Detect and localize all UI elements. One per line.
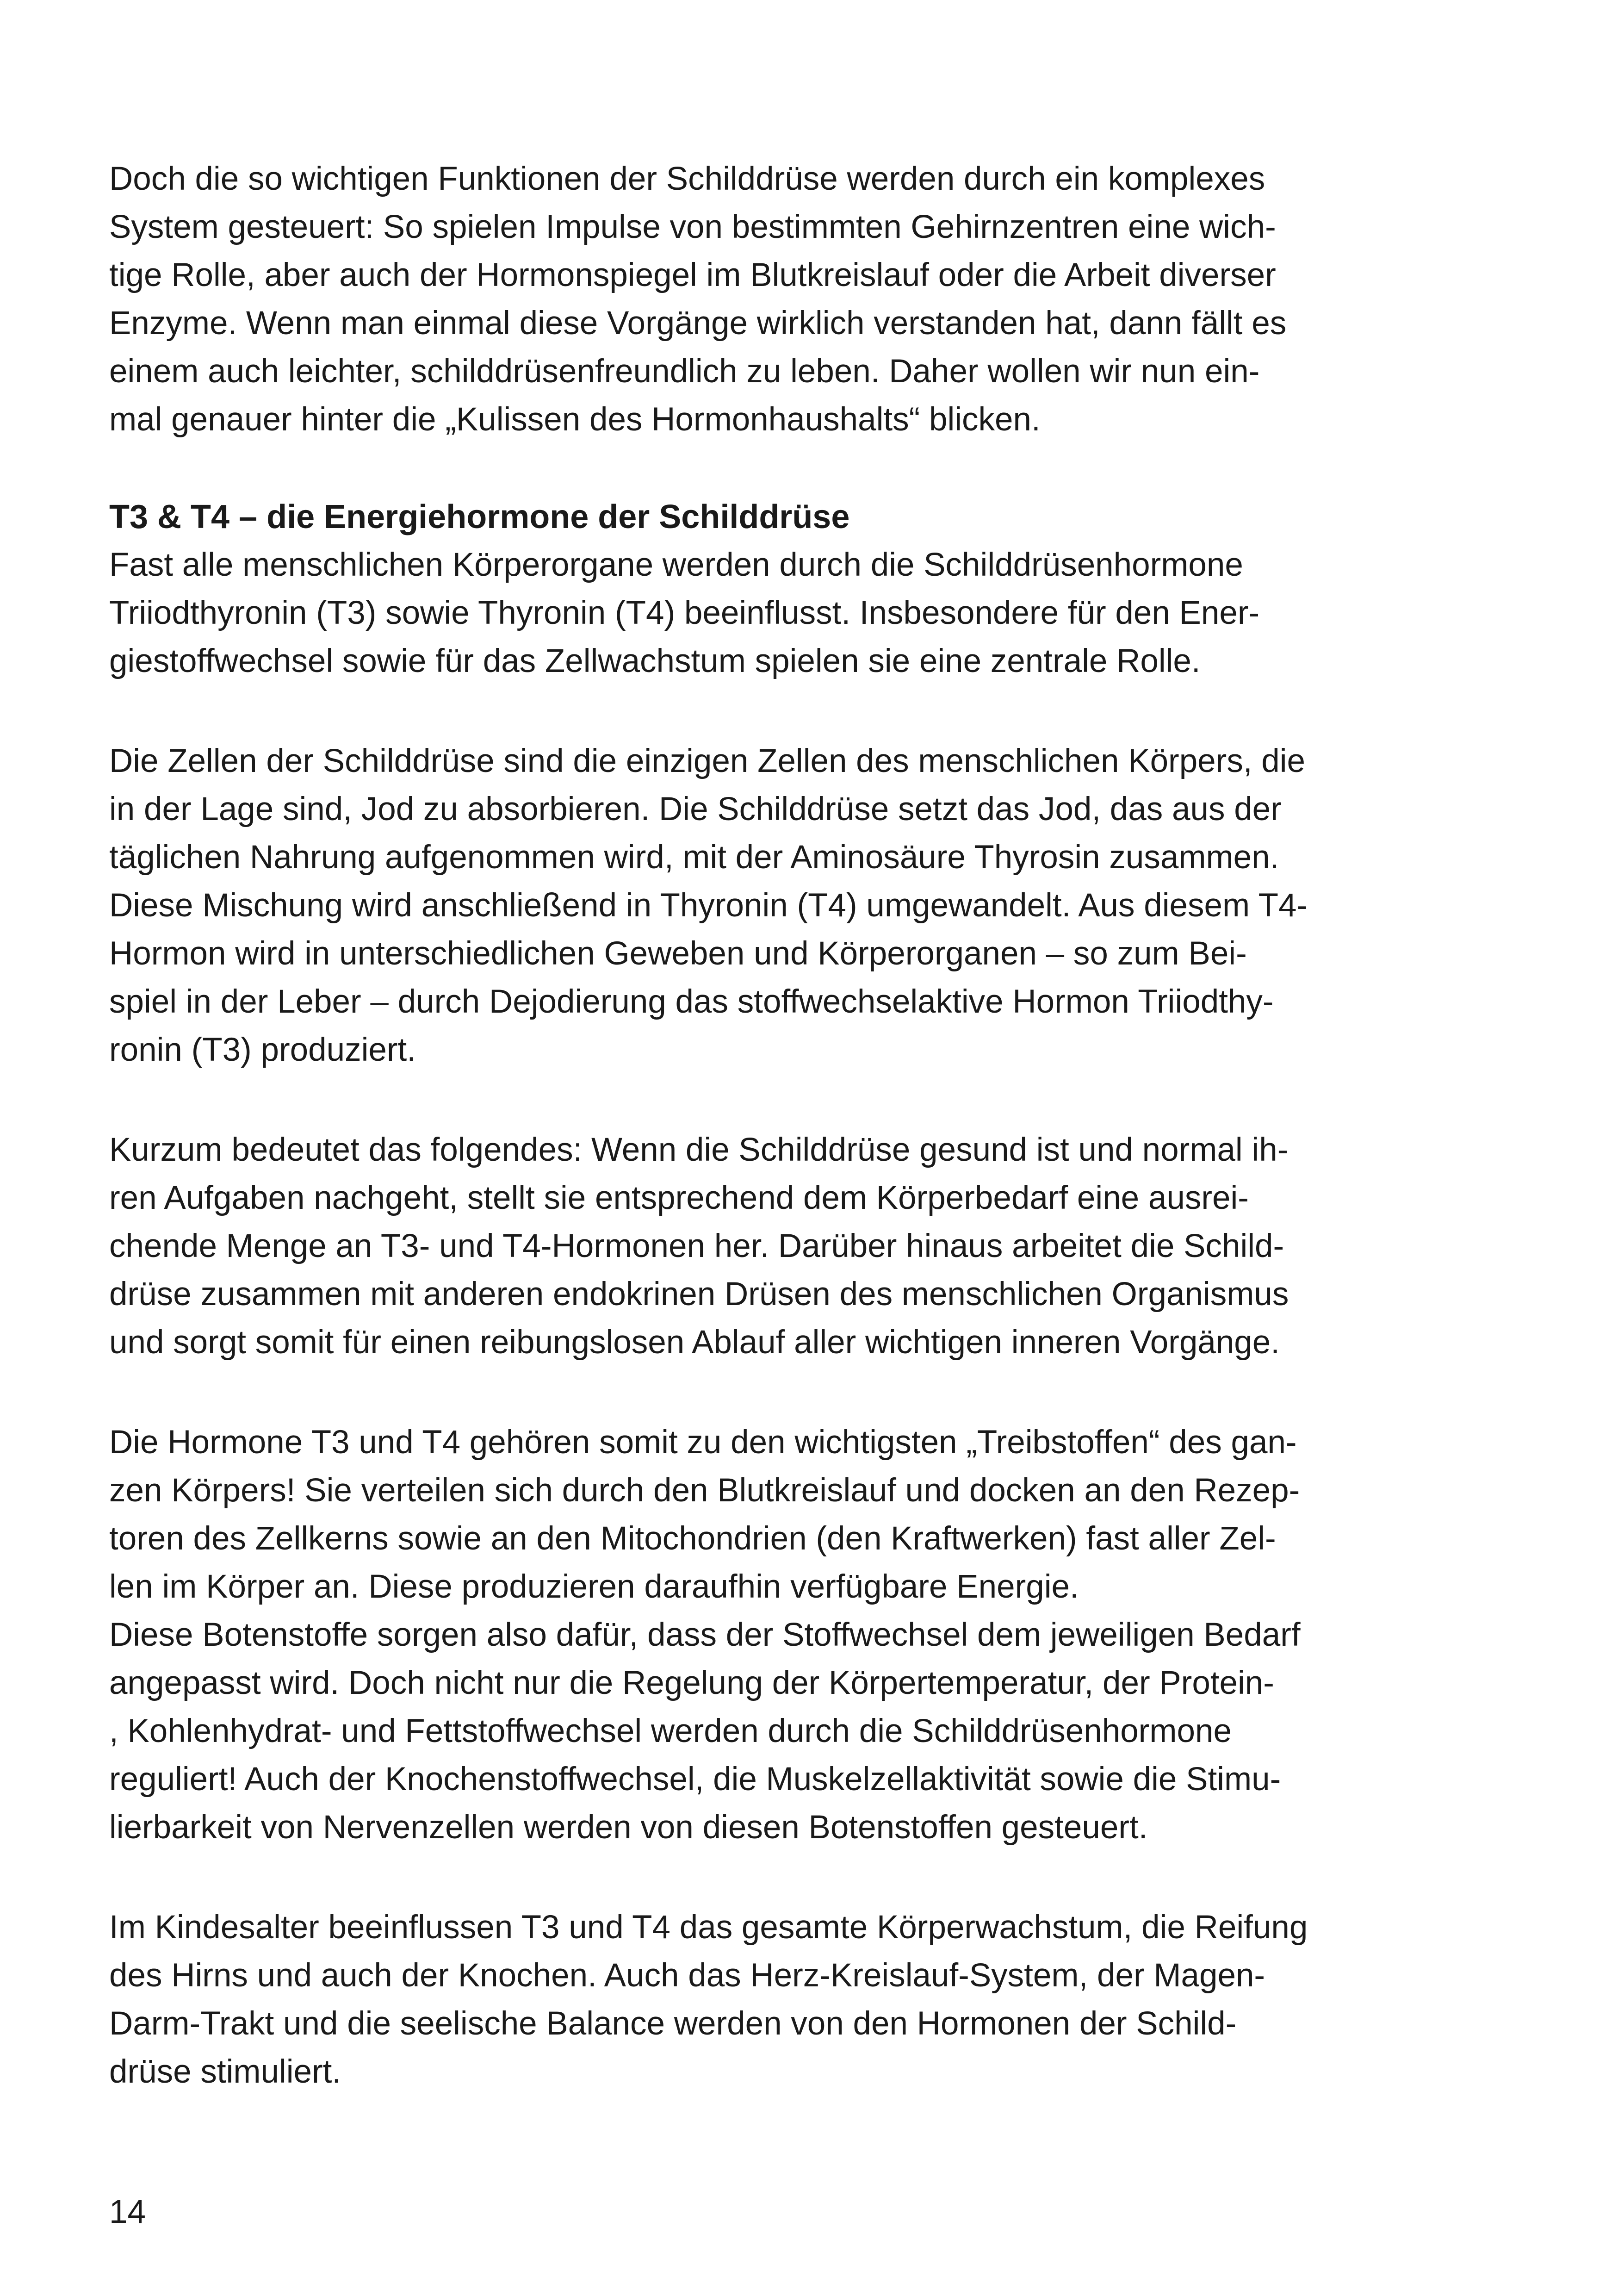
- page-body: [109, 155, 1401, 2096]
- section-heading: T3 & T4 – die Energiehormone der Schilddrüse: [109, 498, 850, 535]
- paragraph-iodine: Die Zellen der Schilddrüse sind die einzigen Zellen des menschlichen Körpers, die in der Lage sind, Jod zu absorbieren. Die Schilddrüse setzt das Jod, das aus der täglichen Nahrung aufgenommen wird, mit der Aminosäure Thyrosin zusammen. Diese Mischung wird anschließend in Thyronin (T4) umgewandelt. Aus diesem T4- Hormon wird in unterschiedlichen Geweben und Körperorganen – so zum Bei- spiel in der Leber – durch Dejodierung das stoffwechselaktive Hormon Triiodthy- ronin (T3) produziert.: [109, 743, 1308, 1068]
- paragraph-childhood: Im Kindesalter beeinflussen T3 und T4 das gesamte Körperwachstum, die Reifung des Hirns und auch der Knochen. Auch das Herz-Kreislauf-System, der Magen- Darm-Trakt und die seelische Balance werden von den Hormonen der Schild- drüse stimuliert.: [109, 1909, 1308, 2090]
- paragraph-fuel: Die Hormone T3 und T4 gehören somit zu den wichtigsten „Treibstoffen“ des gan- zen Körpers! Sie verteilen sich durch den Blutkreislauf und docken an den Rezep- toren des Zellkerns sowie an den Mitochondrien (den Kraftwerken) fast aller Zel- len im Körper an. Diese produzieren daraufhin verfügbare Energie. Diese Botenstoffe sorgen also dafür, dass der Stoffwechsel dem jeweiligen Bedarf angepasst wird. Doch nicht nur die Regelung der Körpertemperatur, der Protein- , Kohlenhydrat- und Fettstoffwechsel werden durch die Schilddrüsenhormone reguliert! Auch der Knochenstoffwechsel, die Muskelzellaktivität sowie die Stimu- lierbarkeit von Nervenzellen werden von diesen Botenstoffen gesteuert.: [109, 1424, 1301, 1846]
- paragraph-intro: Doch die so wichtigen Funktionen der Schilddrüse werden durch ein komplexes System gesteuert: So spielen Impulse von bestimmten Gehirnzentren eine wich- tige Rolle, aber auch der Hormonspiegel im Blutkreislauf oder die Arbeit diverser Enzyme. Wenn man einmal diese Vorgänge wirklich verstanden hat, dann fällt es einem auch leichter, schilddrüsenfreundlich zu leben. Daher wollen wir nun ein- mal genauer hinter die „Kulissen des Hormonhaushalts“ blicken.: [109, 161, 1287, 438]
- paragraph-hormones: Fast alle menschlichen Körperorgane werden durch die Schilddrüsenhormone Triiodthyronin (T3) sowie Thyronin (T4) beeinflusst. Insbesondere für den Ener- giestoffwechsel sowie für das Zellwachstum spielen sie eine zentrale Rolle.: [109, 547, 1260, 679]
- paragraph-summary: Kurzum bedeutet das folgendes: Wenn die Schilddrüse gesund ist und normal ih- ren Aufgaben nachgeht, stellt sie entsprechend dem Körperbedarf eine ausrei- chende Menge an T3- und T4-Hormonen her. Darüber hinaus arbeitet die Schild- drüse zusammen mit anderen endokrinen Drüsen des menschlichen Organismus und sorgt somit für einen reibungslosen Ablauf aller wichtigen inneren Vorgänge.: [109, 1132, 1289, 1361]
- page-number: 14: [109, 2194, 146, 2230]
